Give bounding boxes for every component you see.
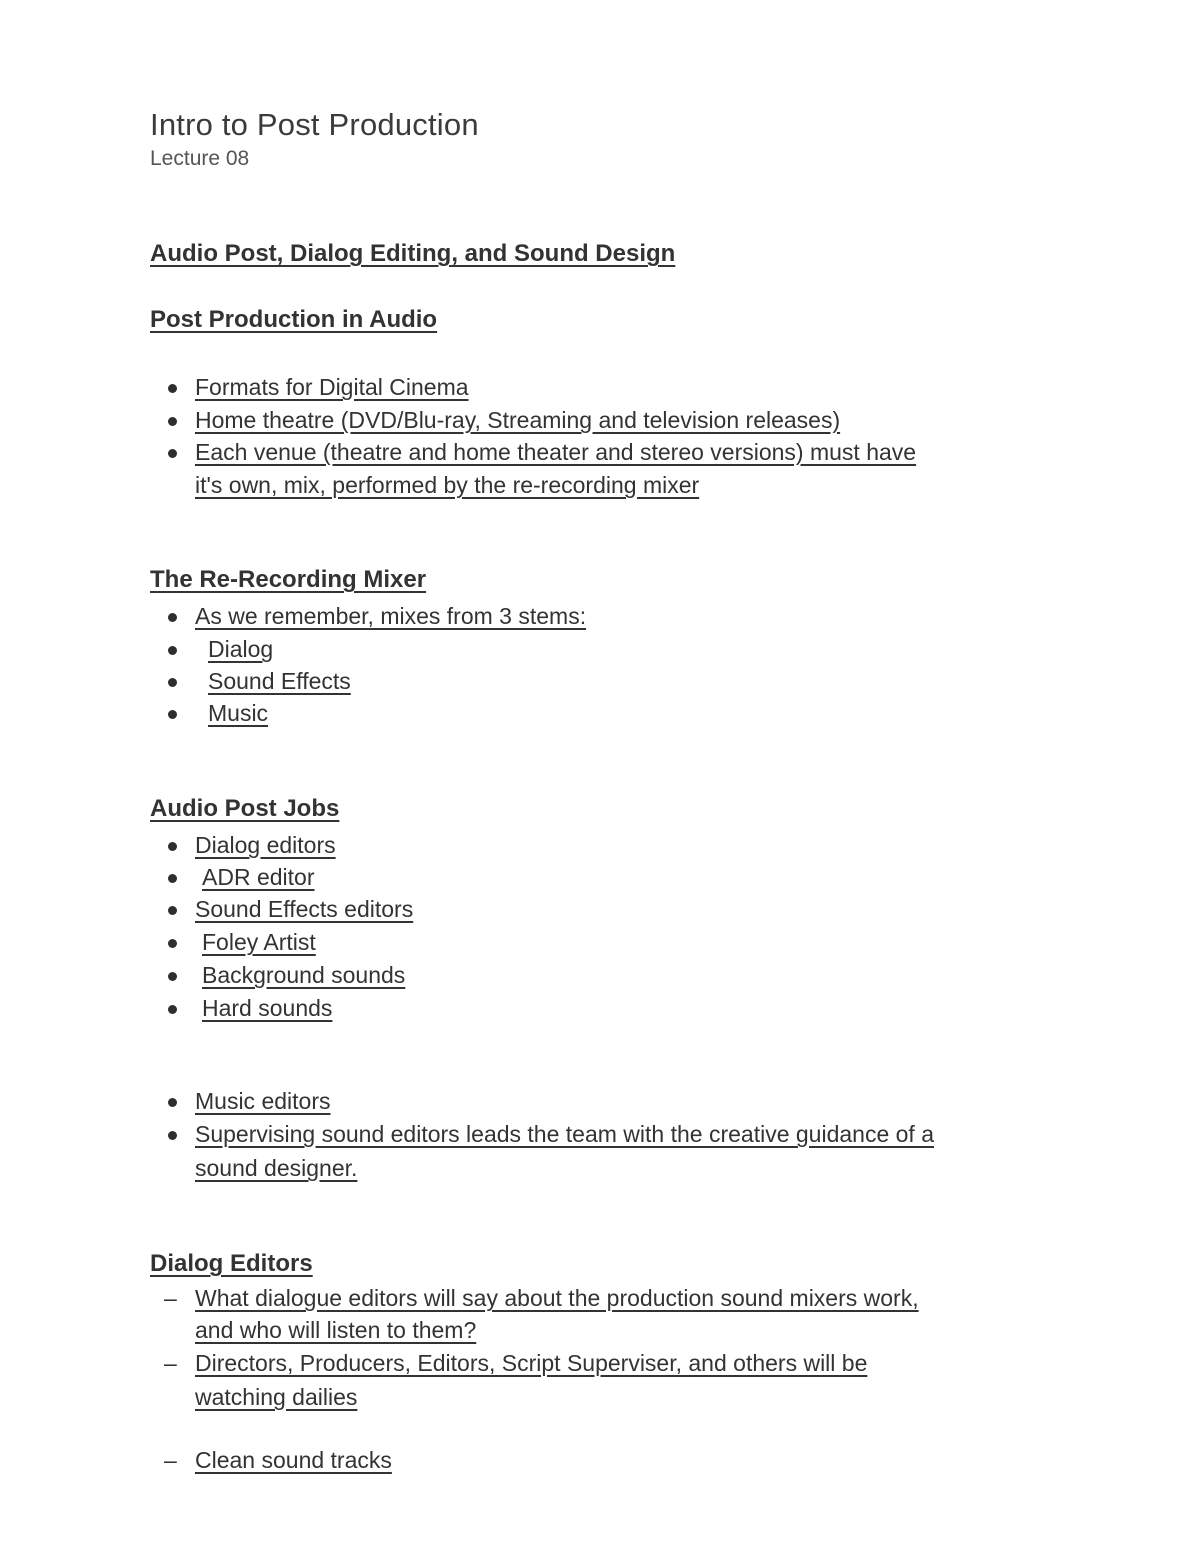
- section-heading-rerecording: The Re-Recording Mixer: [150, 566, 427, 593]
- list-item-continuation: watching dailies: [195, 1384, 358, 1410]
- list-item-continuation: sound designer.: [195, 1155, 358, 1181]
- bullet-icon: [168, 874, 177, 883]
- bullet-icon: [168, 842, 177, 851]
- list-item: Sound Effects: [208, 668, 351, 694]
- list-item: ADR editor: [202, 864, 315, 890]
- bullet-icon: [168, 449, 177, 458]
- document-title: Intro to Post Production: [150, 107, 479, 142]
- bullet-icon: [168, 417, 177, 426]
- bullet-icon: [168, 678, 177, 687]
- list-item: Dialog editors: [195, 832, 336, 858]
- list-item: What dialogue editors will say about the production sound mixers work,: [195, 1285, 919, 1311]
- section-heading-post-audio: Post Production in Audio: [150, 306, 438, 333]
- main-heading: Audio Post, Dialog Editing, and Sound Design: [150, 240, 676, 267]
- bullet-icon: [168, 1098, 177, 1107]
- dash-bullet-icon: –: [164, 1285, 177, 1311]
- section-heading-jobs: Audio Post Jobs: [150, 795, 340, 822]
- list-item: Hard sounds: [202, 995, 333, 1021]
- list-item: Dialog: [208, 636, 274, 662]
- bullet-icon: [168, 613, 177, 622]
- list-item: Music editors: [195, 1088, 331, 1114]
- list-item: Formats for Digital Cinema: [195, 374, 469, 400]
- list-item: Music: [208, 700, 269, 726]
- bullet-icon: [168, 906, 177, 915]
- bullet-icon: [168, 710, 177, 719]
- bullet-icon: [168, 1131, 177, 1140]
- bullet-icon: [168, 384, 177, 393]
- list-item: Supervising sound editors leads the team with the creative guidance of a: [195, 1121, 934, 1147]
- list-item: Foley Artist: [202, 929, 316, 955]
- dash-bullet-icon: –: [164, 1350, 177, 1376]
- bullet-icon: [168, 1005, 177, 1014]
- list-item: Clean sound tracks: [195, 1447, 392, 1473]
- list-item-continuation: and who will listen to them?: [195, 1317, 477, 1343]
- bullet-icon: [168, 939, 177, 948]
- bullet-icon: [168, 646, 177, 655]
- dash-bullet-icon: –: [164, 1447, 177, 1473]
- list-item: Background sounds: [202, 962, 406, 988]
- document-subtitle: Lecture 08: [150, 147, 250, 170]
- list-item: As we remember, mixes from 3 stems:: [195, 603, 587, 629]
- list-item: Each venue (theatre and home theater and stereo versions) must have: [195, 439, 917, 465]
- list-item: Home theatre (DVD/Blu-ray, Streaming and television releases): [195, 407, 841, 433]
- list-item: Directors, Producers, Editors, Script Superviser, and others will be: [195, 1350, 868, 1376]
- bullet-icon: [168, 972, 177, 981]
- section-heading-dialog-editors: Dialog Editors: [150, 1250, 313, 1277]
- list-item: Sound Effects editors: [195, 896, 414, 922]
- list-item-continuation: it's own, mix, performed by the re-recording mixer: [195, 472, 700, 498]
